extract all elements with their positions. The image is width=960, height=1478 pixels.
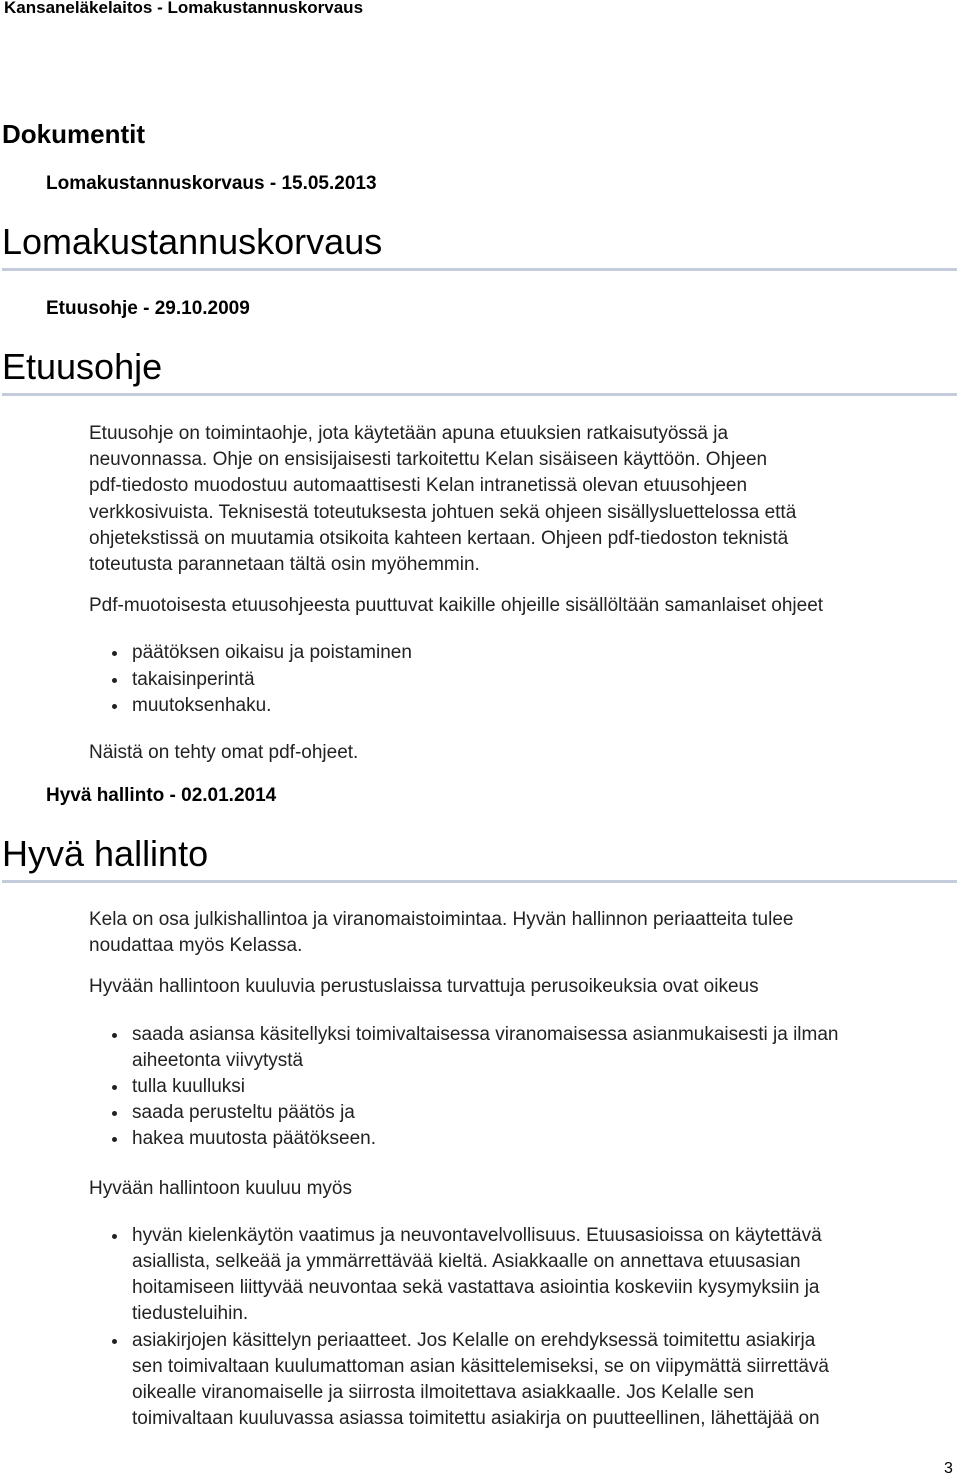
bullet-list [89,1022,949,1153]
paragraph: Etuusohje on toimintaohje, jota käytetään apuna etuuksien ratkaisutyössä ja neuvonnassa. Ohje on ensisijaisesti tarkoitettu Kelan sisäiseen käyttöön. Ohjeen pdf-tiedosto muodostuu automaattisesti Kelan intranetissä olevan etuusohjeen verkkosivuista. Teknisestä toteutuksesta johtuen sekä ohjeen sisällysluettelossa että ohjetekstissä on muutamia otsikoita kahteen kertaan. Ohjeen pdf-tiedoston teknistä toteutusta parannetaan tältä osin myöhemmin. [89,423,797,576]
list-item: hakea muutosta päätökseen. [89,1126,949,1152]
list-item: päätöksen oikaisu ja poistaminen [89,640,949,666]
bullet-icon [112,704,117,709]
bullet-icon [112,1085,117,1090]
document-meta-etuusohje: Etuusohje - 29.10.2009 [46,298,250,319]
document-meta-lomakustannuskorvaus: Lomakustannuskorvaus - 15.05.2013 [46,173,377,194]
bullet-icon [112,1137,117,1142]
section-title: Dokumentit [2,119,145,149]
list-item: muutoksenhaku. [89,693,949,719]
list-item: saada perusteltu päätös ja [89,1100,949,1126]
hyva-hallinto-body [89,907,949,1432]
title-divider [2,268,957,271]
list-item: takaisinperintä [89,667,949,693]
bullet-icon [112,651,117,656]
document-title-etuusohje: Etuusohje [2,346,163,387]
bullet-icon [112,1339,117,1344]
list-item: hyvän kielenkäytön vaatimus ja neuvontavelvollisuus. Etuusasioissa on käytettävä asiallista, selkeää ja ymmärrettävää kieltä. Asiakkaalle on annettava etuusasian hoitamiseen liittyvää neuvontaa sekä vastattava asiointia koskeviin kysymyksiin ja tiedusteluihin. [89,1223,949,1328]
paragraph: Näistä on tehty omat pdf-ohjeet. [89,742,359,764]
bullet-icon [112,1111,117,1116]
document-title-lomakustannuskorvaus: Lomakustannuskorvaus [2,221,383,262]
list-item: saada asiansa käsitellyksi toimivaltaisessa viranomaisessa asianmukaisesti ja ilman aiheetonta viivytystä [89,1022,949,1074]
paragraph: Hyvään hallintoon kuuluvia perustuslaissa turvattuja perusoikeuksia ovat oikeus [89,976,759,998]
page-header: Kansaneläkelaitos - Lomakustannuskorvaus [4,0,364,17]
list-item: asiakirjojen käsittelyn periaatteet. Jos Kelalle on erehdyksessä toimitettu asiakirja sen toimivaltaan kuulumattoman asian käsittelemiseksi, se on viipymättä siirrettävä oikealle viranomaiselle ja siirrosta ilmoitettava asiakkaalle. Jos Kelalle sen toimivaltaan kuuluvassa asiassa toimitettu asiakirja on puutteellinen, lähettäjää on [89,1328,949,1433]
title-divider [2,880,957,883]
bullet-list [89,640,949,719]
paragraph: Hyvään hallintoon kuuluu myös [89,1177,352,1199]
bullet-icon [112,678,117,683]
title-divider [2,393,957,396]
paragraph: Kela on osa julkishallintoa ja viranomaistoimintaa. Hyvän hallinnon periaatteita tulee noudattaa myös Kelassa. [89,909,794,957]
bullet-list [89,1223,949,1433]
list-item: tulla kuulluksi [89,1074,949,1100]
bullet-icon [112,1234,117,1239]
etuusohje-body [89,421,949,766]
document-title-hyva-hallinto: Hyvä hallinto [2,833,209,874]
page-number: 3 [944,1460,953,1477]
document-meta-hyva-hallinto: Hyvä hallinto - 02.01.2014 [46,785,277,806]
paragraph: Pdf-muotoisesta etuusohjeesta puuttuvat kaikille ohjeille sisällöltään samanlaiset ohjeet [89,595,824,617]
bullet-icon [112,1033,117,1038]
